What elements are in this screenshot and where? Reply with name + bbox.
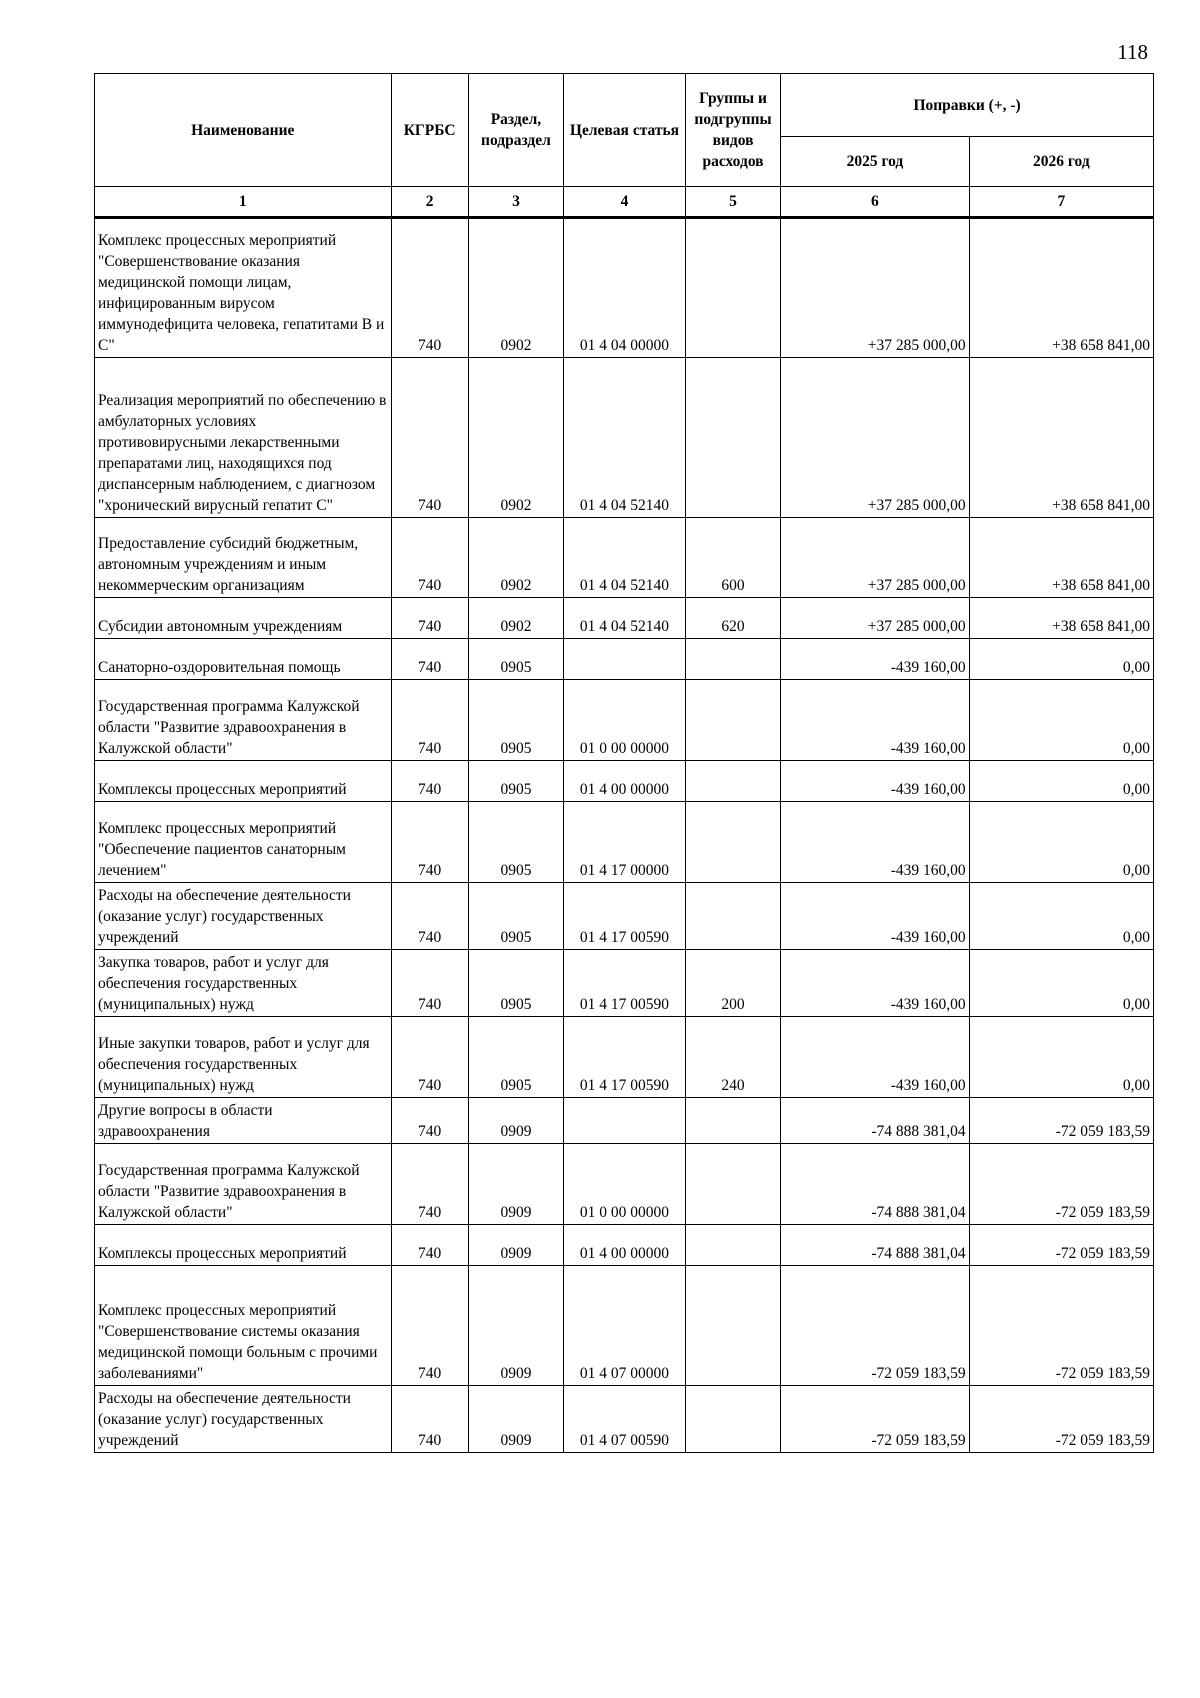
row-amount-2025: -439 160,00 [781, 802, 969, 883]
row-group [685, 218, 780, 358]
row-section: 0905 [468, 680, 563, 761]
column-number: 7 [969, 187, 1153, 218]
row-amount-2025: +37 285 000,00 [781, 218, 969, 358]
row-amount-2026: 0,00 [969, 883, 1153, 950]
row-amount-2025: -72 059 183,59 [781, 1266, 969, 1386]
row-group [685, 1144, 780, 1225]
row-target: 01 4 17 00000 [564, 802, 686, 883]
header-target: Целевая статья [564, 74, 686, 187]
row-group [685, 761, 780, 802]
table-row [95, 1098, 1154, 1144]
row-target [564, 639, 686, 680]
row-name: Субсидии автономным учреждениям [95, 598, 392, 639]
page-number: 118 [1117, 40, 1148, 64]
row-amount-2026: +38 658 841,00 [969, 358, 1153, 518]
row-target: 01 4 00 00000 [564, 1225, 686, 1266]
row-name: Комплексы процессных мероприятий [95, 761, 392, 802]
header-section: Раздел, подраздел [468, 74, 563, 187]
header-amendments: Поправки (+, -) [781, 74, 1154, 137]
row-group: 240 [685, 1017, 780, 1098]
row-name: Государственная программа Калужской области "Развитие здравоохранения в Калужской области" [95, 1144, 392, 1225]
row-kgrbs: 740 [391, 1386, 468, 1453]
row-kgrbs: 740 [391, 1266, 468, 1386]
row-kgrbs: 740 [391, 680, 468, 761]
table-row [95, 598, 1154, 639]
row-group [685, 358, 780, 518]
table-row [95, 518, 1154, 598]
row-amount-2025: -74 888 381,04 [781, 1225, 969, 1266]
table-row [95, 1266, 1154, 1386]
row-section: 0909 [468, 1386, 563, 1453]
row-amount-2026: -72 059 183,59 [969, 1225, 1153, 1266]
row-amount-2026: 0,00 [969, 950, 1153, 1017]
row-name: Иные закупки товаров, работ и услуг для обеспечения государственных (муниципальных) нужд [95, 1017, 392, 1098]
header-2025: 2025 год [781, 137, 969, 187]
budget-amendments-table [94, 73, 1154, 1453]
header-kgrbs: КГРБС [391, 74, 468, 187]
row-group [685, 802, 780, 883]
row-target: 01 4 00 00000 [564, 761, 686, 802]
row-target: 01 4 17 00590 [564, 1017, 686, 1098]
row-section: 0905 [468, 802, 563, 883]
row-target: 01 4 04 52140 [564, 358, 686, 518]
row-target: 01 0 00 00000 [564, 680, 686, 761]
row-amount-2026: 0,00 [969, 680, 1153, 761]
table-row [95, 1386, 1154, 1453]
row-section: 0909 [468, 1098, 563, 1144]
row-name: Другие вопросы в области здравоохранения [95, 1098, 392, 1144]
row-amount-2026: 0,00 [969, 639, 1153, 680]
row-group [685, 1225, 780, 1266]
row-amount-2026: -72 059 183,59 [969, 1386, 1153, 1453]
header-2026: 2026 год [969, 137, 1153, 187]
row-name: Санаторно-оздоровительная помощь [95, 639, 392, 680]
row-name: Предоставление субсидий бюджетным, автономным учреждениям и иным некоммерческим организациям [95, 518, 392, 598]
row-amount-2026: -72 059 183,59 [969, 1144, 1153, 1225]
row-section: 0902 [468, 218, 563, 358]
column-number: 2 [391, 187, 468, 218]
row-amount-2025: -74 888 381,04 [781, 1098, 969, 1144]
row-target [564, 1098, 686, 1144]
row-group [685, 1266, 780, 1386]
row-kgrbs: 740 [391, 950, 468, 1017]
row-group [685, 1098, 780, 1144]
row-amount-2026: -72 059 183,59 [969, 1266, 1153, 1386]
row-section: 0909 [468, 1266, 563, 1386]
row-amount-2025: +37 285 000,00 [781, 518, 969, 598]
table-row [95, 802, 1154, 883]
row-kgrbs: 740 [391, 1144, 468, 1225]
row-target: 01 4 07 00000 [564, 1266, 686, 1386]
table-row [95, 761, 1154, 802]
row-kgrbs: 740 [391, 883, 468, 950]
row-amount-2025: +37 285 000,00 [781, 598, 969, 639]
row-section: 0909 [468, 1225, 563, 1266]
row-name: Реализация мероприятий по обеспечению в амбулаторных условиях противовирусными лекарственными препаратами лиц, находящихся под диспансерным наблюдением, с диагнозом "хронический вирусный гепатит С" [95, 358, 392, 518]
row-kgrbs: 740 [391, 761, 468, 802]
column-number: 4 [564, 187, 686, 218]
row-kgrbs: 740 [391, 1017, 468, 1098]
row-name: Комплекс процессных мероприятий "Совершенствование системы оказания медицинской помощи больным с прочими заболеваниями" [95, 1266, 392, 1386]
table-row [95, 883, 1154, 950]
header-groups: Группы и подгруппы видов расходов [685, 74, 780, 187]
row-target: 01 4 07 00590 [564, 1386, 686, 1453]
row-kgrbs: 740 [391, 358, 468, 518]
row-section: 0905 [468, 761, 563, 802]
row-name: Государственная программа Калужской области "Развитие здравоохранения в Калужской области" [95, 680, 392, 761]
row-amount-2025: -439 160,00 [781, 1017, 969, 1098]
row-target: 01 4 04 52140 [564, 518, 686, 598]
row-amount-2025: -439 160,00 [781, 950, 969, 1017]
row-amount-2026: +38 658 841,00 [969, 518, 1153, 598]
column-number: 3 [468, 187, 563, 218]
header-name: Наименование [95, 74, 392, 187]
row-section: 0902 [468, 598, 563, 639]
row-section: 0905 [468, 1017, 563, 1098]
row-target: 01 4 17 00590 [564, 883, 686, 950]
row-amount-2026: 0,00 [969, 802, 1153, 883]
row-kgrbs: 740 [391, 218, 468, 358]
row-amount-2025: -439 160,00 [781, 680, 969, 761]
row-target: 01 0 00 00000 [564, 1144, 686, 1225]
row-group [685, 680, 780, 761]
row-amount-2026: +38 658 841,00 [969, 218, 1153, 358]
row-section: 0909 [468, 1144, 563, 1225]
row-name: Комплексы процессных мероприятий [95, 1225, 392, 1266]
row-section: 0902 [468, 358, 563, 518]
row-amount-2025: +37 285 000,00 [781, 358, 969, 518]
row-name: Комплекс процессных мероприятий "Обеспечение пациентов санаторным лечением" [95, 802, 392, 883]
row-section: 0905 [468, 639, 563, 680]
row-group: 200 [685, 950, 780, 1017]
row-group [685, 639, 780, 680]
row-group: 620 [685, 598, 780, 639]
row-amount-2025: -72 059 183,59 [781, 1386, 969, 1453]
table-row [95, 218, 1154, 358]
row-amount-2025: -439 160,00 [781, 761, 969, 802]
row-kgrbs: 740 [391, 598, 468, 639]
table-row [95, 639, 1154, 680]
row-kgrbs: 740 [391, 1225, 468, 1266]
table-row [95, 680, 1154, 761]
table-row [95, 1017, 1154, 1098]
row-amount-2026: 0,00 [969, 1017, 1153, 1098]
column-number: 6 [781, 187, 969, 218]
column-number: 1 [95, 187, 392, 218]
row-name: Расходы на обеспечение деятельности (оказание услуг) государственных учреждений [95, 1386, 392, 1453]
row-kgrbs: 740 [391, 1098, 468, 1144]
row-kgrbs: 740 [391, 639, 468, 680]
row-name: Закупка товаров, работ и услуг для обеспечения государственных (муниципальных) нужд [95, 950, 392, 1017]
row-name: Расходы на обеспечение деятельности (оказание услуг) государственных учреждений [95, 883, 392, 950]
row-target: 01 4 17 00590 [564, 950, 686, 1017]
row-amount-2026: 0,00 [969, 761, 1153, 802]
table-row [95, 358, 1154, 518]
row-amount-2026: +38 658 841,00 [969, 598, 1153, 639]
row-kgrbs: 740 [391, 518, 468, 598]
row-amount-2025: -439 160,00 [781, 639, 969, 680]
row-amount-2026: -72 059 183,59 [969, 1098, 1153, 1144]
table-row [95, 1225, 1154, 1266]
row-group [685, 1386, 780, 1453]
row-group [685, 883, 780, 950]
row-target: 01 4 04 00000 [564, 218, 686, 358]
row-section: 0902 [468, 518, 563, 598]
table-row [95, 1144, 1154, 1225]
row-section: 0905 [468, 950, 563, 1017]
row-target: 01 4 04 52140 [564, 598, 686, 639]
column-number: 5 [685, 187, 780, 218]
row-group: 600 [685, 518, 780, 598]
row-kgrbs: 740 [391, 802, 468, 883]
row-amount-2025: -74 888 381,04 [781, 1144, 969, 1225]
row-section: 0905 [468, 883, 563, 950]
row-name: Комплекс процессных мероприятий "Совершенствование оказания медицинской помощи лицам, инфицированным вирусом иммунодефицита человека, гепатитами В и С" [95, 218, 392, 358]
row-amount-2025: -439 160,00 [781, 883, 969, 950]
table-row [95, 950, 1154, 1017]
